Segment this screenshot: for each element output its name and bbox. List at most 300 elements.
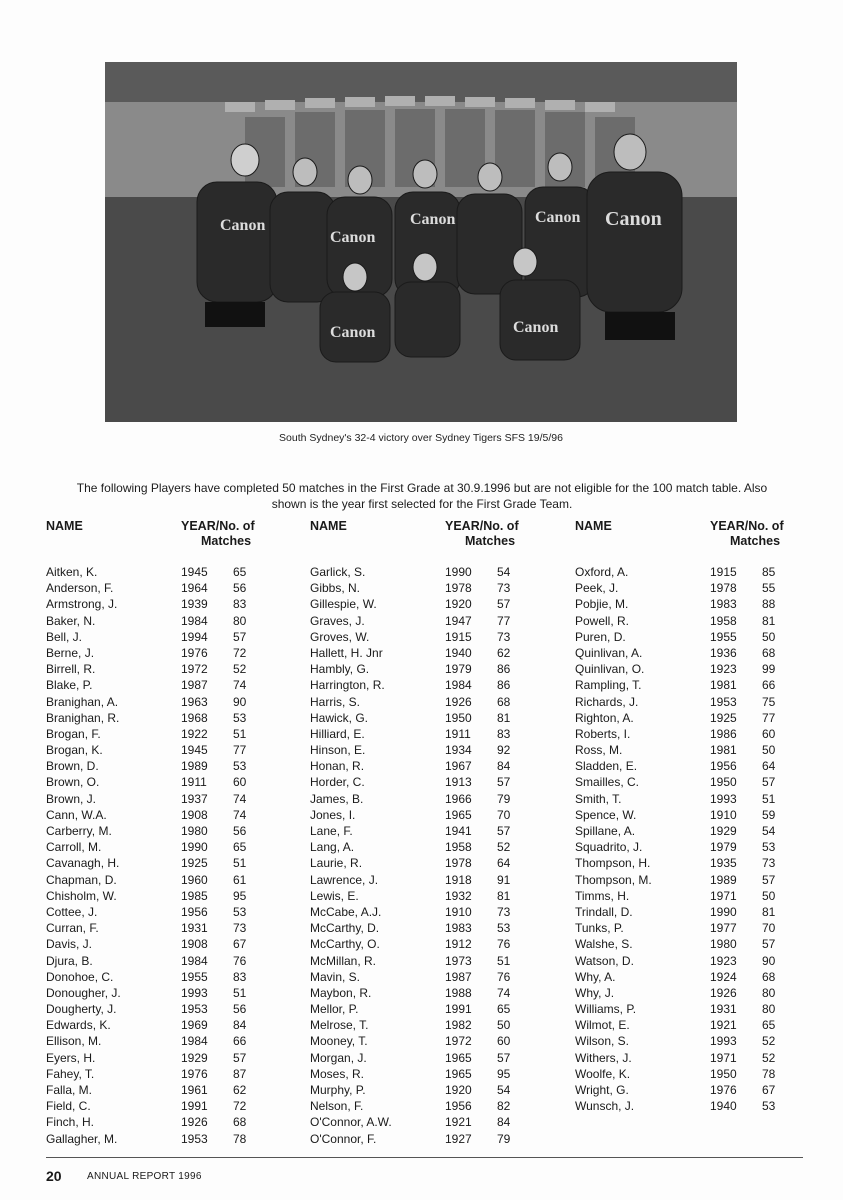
player-matches: 83 — [233, 969, 247, 984]
player-name: Mellor, P. — [310, 1002, 359, 1017]
player-matches: 65 — [233, 840, 247, 855]
player-year: 1955 — [181, 969, 208, 984]
table-row — [310, 710, 560, 726]
table-row — [46, 677, 296, 693]
player-name: Ross, M. — [575, 743, 623, 758]
player-year: 1968 — [181, 710, 208, 725]
player-name: Tunks, P. — [575, 921, 624, 936]
table-row — [575, 774, 825, 790]
table-row — [310, 791, 560, 807]
table-row — [575, 629, 825, 645]
player-name: Armstrong, J. — [46, 597, 118, 612]
player-name: Brogan, K. — [46, 743, 103, 758]
player-matches: 95 — [497, 1066, 511, 1081]
player-year: 1910 — [710, 807, 737, 822]
player-name: Field, C. — [46, 1099, 91, 1114]
player-matches: 50 — [762, 888, 776, 903]
player-name: Dougherty, J. — [46, 1002, 117, 1017]
players-column-1 — [46, 518, 296, 1146]
table-row — [310, 953, 560, 969]
player-matches: 77 — [233, 743, 247, 758]
player-name: Watson, D. — [575, 953, 634, 968]
player-matches: 68 — [233, 1115, 247, 1130]
player-matches: 99 — [762, 662, 776, 677]
player-matches: 82 — [497, 1099, 511, 1114]
table-row — [310, 1066, 560, 1082]
table-row — [575, 807, 825, 823]
player-year: 1983 — [445, 921, 472, 936]
player-name: Peek, J. — [575, 581, 619, 596]
player-year: 1976 — [710, 1083, 737, 1097]
player-year: 1980 — [710, 937, 737, 952]
table-row — [46, 694, 296, 710]
player-year: 1924 — [710, 969, 737, 984]
table-row — [310, 694, 560, 710]
player-matches: 57 — [762, 775, 776, 790]
player-year: 1994 — [181, 629, 208, 644]
player-matches: 52 — [497, 840, 511, 855]
table-row — [46, 1017, 296, 1033]
player-year: 1934 — [445, 743, 472, 758]
table-row — [46, 564, 296, 580]
player-year: 1956 — [710, 759, 737, 774]
player-matches: 86 — [497, 662, 511, 677]
player-matches: 91 — [497, 872, 511, 887]
player-year: 1911 — [181, 775, 207, 790]
player-year: 1969 — [181, 1018, 208, 1033]
player-matches: 51 — [233, 985, 247, 1000]
player-year: 1929 — [181, 1050, 208, 1065]
player-name: Cann, W.A. — [46, 807, 107, 822]
table-row — [46, 661, 296, 677]
player-year: 1926 — [181, 1115, 208, 1130]
player-name: Smailles, C. — [575, 775, 640, 790]
player-matches: 65 — [762, 1018, 776, 1033]
player-year: 1915 — [710, 565, 737, 579]
player-name: Thompson, H. — [575, 856, 651, 871]
player-year: 1956 — [445, 1099, 472, 1114]
player-matches: 50 — [762, 743, 776, 758]
player-matches: 90 — [233, 694, 247, 709]
table-row — [46, 985, 296, 1001]
player-matches: 53 — [762, 1099, 776, 1114]
footer-divider — [46, 1157, 803, 1158]
player-year: 1976 — [181, 1066, 208, 1081]
player-name: Birrell, R. — [46, 662, 96, 677]
player-matches: 57 — [497, 775, 511, 790]
table-row — [310, 629, 560, 645]
header-year: YEAR/No. of — [445, 519, 519, 533]
player-matches: 80 — [762, 1002, 776, 1017]
player-year: 1912 — [445, 937, 472, 952]
player-matches: 54 — [497, 565, 511, 579]
player-matches: 92 — [497, 743, 511, 758]
player-year: 1913 — [445, 775, 472, 790]
player-year: 1978 — [445, 856, 472, 871]
player-year: 1965 — [445, 807, 472, 822]
player-year: 1923 — [710, 662, 737, 677]
table-row — [310, 985, 560, 1001]
player-name: Hinson, E. — [310, 743, 366, 758]
player-year: 1950 — [710, 775, 737, 790]
player-matches: 88 — [762, 597, 776, 612]
player-name: Mooney, T. — [310, 1034, 368, 1049]
player-name: Smith, T. — [575, 791, 622, 806]
player-year: 1953 — [181, 1002, 208, 1017]
player-name: Why, J. — [575, 985, 615, 1000]
player-list — [310, 564, 560, 1147]
table-row — [46, 580, 296, 596]
player-name: Nelson, F. — [310, 1099, 364, 1114]
player-year: 1972 — [181, 662, 208, 677]
table-row — [575, 1066, 825, 1082]
player-year: 1973 — [445, 953, 472, 968]
player-name: McMillan, R. — [310, 953, 377, 968]
player-name: Donougher, J. — [46, 985, 121, 1000]
player-matches: 85 — [762, 565, 776, 579]
table-row — [310, 596, 560, 612]
player-matches: 73 — [762, 856, 776, 871]
player-name: Thompson, M. — [575, 872, 652, 887]
player-year: 1925 — [710, 710, 737, 725]
players-column-3 — [575, 518, 825, 1114]
player-year: 1990 — [710, 904, 737, 919]
player-name: Carroll, M. — [46, 840, 102, 855]
table-row — [575, 953, 825, 969]
table-row — [575, 1017, 825, 1033]
player-year: 1941 — [445, 824, 472, 838]
player-year: 1982 — [445, 1018, 472, 1033]
player-matches: 57 — [497, 1050, 511, 1065]
jersey-text: Canon — [513, 319, 559, 336]
player-matches: 53 — [233, 759, 247, 774]
player-matches: 74 — [233, 791, 247, 806]
table-row — [575, 920, 825, 936]
player-matches: 81 — [497, 888, 511, 903]
player-matches: 64 — [762, 759, 776, 774]
player-name: Gibbs, N. — [310, 581, 361, 596]
player-name: Graves, J. — [310, 613, 365, 628]
table-row — [575, 823, 825, 839]
player-name: O'Connor, F. — [310, 1131, 377, 1146]
player-matches: 60 — [233, 775, 247, 790]
table-row — [310, 580, 560, 596]
player-name: Melrose, T. — [310, 1018, 369, 1033]
player-name: Honan, R. — [310, 759, 365, 774]
player-matches: 72 — [233, 645, 247, 660]
player-name: Groves, W. — [310, 629, 370, 644]
table-row — [46, 1131, 296, 1147]
table-row — [575, 936, 825, 952]
table-row — [46, 872, 296, 888]
player-matches: 66 — [762, 678, 776, 693]
player-matches: 72 — [233, 1099, 247, 1114]
player-matches: 65 — [233, 565, 247, 579]
player-name: Trindall, D. — [575, 904, 633, 919]
column-header — [310, 518, 560, 558]
table-row — [46, 839, 296, 855]
player-name: Gillespie, W. — [310, 597, 377, 612]
player-year: 1953 — [181, 1131, 208, 1146]
page-number: 20 — [46, 1168, 62, 1184]
player-year: 1965 — [445, 1050, 472, 1065]
player-year: 1958 — [710, 613, 737, 628]
player-year: 1993 — [181, 985, 208, 1000]
table-row — [575, 855, 825, 871]
player-name: Wunsch, J. — [575, 1099, 635, 1114]
player-matches: 52 — [762, 1034, 776, 1049]
table-row — [310, 677, 560, 693]
table-row — [575, 904, 825, 920]
table-row — [46, 1114, 296, 1130]
player-name: Brown, D. — [46, 759, 99, 774]
player-matches: 64 — [497, 856, 511, 871]
player-name: Brown, J. — [46, 791, 97, 806]
player-matches: 51 — [497, 953, 511, 968]
player-name: Cavanagh, H. — [46, 856, 120, 871]
player-year: 1981 — [710, 743, 737, 758]
player-name: Wright, G. — [575, 1083, 629, 1097]
player-year: 1940 — [445, 645, 472, 660]
player-year: 1935 — [710, 856, 737, 871]
header-name: NAME — [575, 519, 612, 533]
table-row — [310, 645, 560, 661]
table-row — [575, 677, 825, 693]
player-matches: 52 — [233, 662, 247, 677]
table-row — [46, 1098, 296, 1114]
table-row — [310, 888, 560, 904]
player-matches: 67 — [233, 937, 247, 952]
table-row — [46, 920, 296, 936]
player-name: Sladden, E. — [575, 759, 638, 774]
player-name: Walshe, S. — [575, 937, 633, 952]
table-row — [310, 936, 560, 952]
player-matches: 62 — [497, 645, 511, 660]
player-matches: 79 — [497, 791, 511, 806]
jersey-text: Canon — [535, 209, 581, 226]
player-name: Carberry, M. — [46, 824, 112, 838]
player-name: Lang, A. — [310, 840, 355, 855]
player-matches: 73 — [497, 904, 511, 919]
player-year: 1979 — [710, 840, 737, 855]
player-name: McCabe, A.J. — [310, 904, 382, 919]
player-matches: 95 — [233, 888, 247, 903]
player-year: 1956 — [181, 904, 208, 919]
player-matches: 60 — [497, 1034, 511, 1049]
player-name: Donohoe, C. — [46, 969, 114, 984]
player-name: Why, A. — [575, 969, 616, 984]
header-matches: Matches — [201, 534, 252, 548]
player-matches: 54 — [497, 1083, 511, 1097]
player-matches: 60 — [762, 726, 776, 741]
table-row — [575, 726, 825, 742]
player-matches: 70 — [762, 921, 776, 936]
table-row — [310, 920, 560, 936]
table-row — [310, 969, 560, 985]
player-matches: 67 — [762, 1083, 776, 1097]
player-name: Aitken, K. — [46, 565, 98, 579]
player-matches: 54 — [762, 824, 776, 838]
team-photo — [105, 62, 737, 422]
player-year: 1936 — [710, 645, 737, 660]
player-matches: 53 — [762, 840, 776, 855]
table-row — [310, 774, 560, 790]
player-name: Oxford, A. — [575, 565, 629, 579]
player-matches: 53 — [497, 921, 511, 936]
table-row — [575, 645, 825, 661]
table-row — [575, 791, 825, 807]
player-year: 1983 — [710, 597, 737, 612]
player-name: Woolfe, K. — [575, 1066, 631, 1081]
table-row — [310, 564, 560, 580]
player-matches: 80 — [762, 985, 776, 1000]
player-year: 1984 — [181, 613, 208, 628]
player-name: Rampling, T. — [575, 678, 642, 693]
player-year: 1925 — [181, 856, 208, 871]
player-matches: 75 — [762, 694, 776, 709]
player-name: Harrington, R. — [310, 678, 385, 693]
table-row — [46, 758, 296, 774]
table-row — [575, 888, 825, 904]
player-name: Williams, P. — [575, 1002, 637, 1017]
intro-line: The following Players have completed 50 matches in the First Grade at 30.9.1996 but are not eligible for the 100 match table. Also — [76, 481, 768, 495]
player-name: Baker, N. — [46, 613, 96, 628]
player-name: Lewis, E. — [310, 888, 359, 903]
player-name: Spence, W. — [575, 807, 637, 822]
header-year: YEAR/No. of — [181, 519, 255, 533]
player-year: 1931 — [710, 1002, 737, 1017]
player-list — [575, 564, 825, 1114]
jersey-text: Canon — [330, 324, 376, 341]
player-name: Maybon, R. — [310, 985, 372, 1000]
table-row — [310, 855, 560, 871]
player-matches: 55 — [762, 581, 776, 596]
table-row — [46, 726, 296, 742]
player-year: 1931 — [181, 921, 208, 936]
table-row — [310, 1114, 560, 1130]
player-matches: 68 — [762, 969, 776, 984]
player-year: 1991 — [445, 1002, 472, 1017]
player-name: Anderson, F. — [46, 581, 114, 596]
player-year: 1991 — [181, 1099, 208, 1114]
player-matches: 74 — [497, 985, 511, 1000]
player-matches: 76 — [497, 937, 511, 952]
player-name: Fahey, T. — [46, 1066, 95, 1081]
table-row — [310, 1001, 560, 1017]
player-year: 1915 — [445, 629, 472, 644]
player-name: Horder, C. — [310, 775, 365, 790]
player-list — [46, 564, 296, 1147]
table-row — [310, 872, 560, 888]
player-name: Hallett, H. Jnr — [310, 645, 383, 660]
table-row — [46, 1033, 296, 1049]
player-name: Brogan, F. — [46, 726, 101, 741]
player-name: Quinlivan, A. — [575, 645, 643, 660]
table-row — [310, 807, 560, 823]
player-name: Hambly, G. — [310, 662, 370, 677]
player-name: Moses, R. — [310, 1066, 365, 1081]
player-matches: 73 — [497, 629, 511, 644]
table-row — [575, 1082, 825, 1098]
table-row — [46, 613, 296, 629]
player-year: 1908 — [181, 807, 208, 822]
player-year: 1920 — [445, 1083, 472, 1097]
player-year: 1927 — [445, 1131, 472, 1146]
player-name: Hawick, G. — [310, 710, 369, 725]
table-row — [46, 629, 296, 645]
player-name: Gallagher, M. — [46, 1131, 118, 1146]
player-year: 1910 — [445, 904, 472, 919]
player-matches: 50 — [497, 1018, 511, 1033]
player-year: 1972 — [445, 1034, 472, 1049]
player-year: 1987 — [445, 969, 472, 984]
player-name: Harris, S. — [310, 694, 361, 709]
player-name: Bell, J. — [46, 629, 83, 644]
player-matches: 80 — [233, 613, 247, 628]
players-column-2 — [310, 518, 560, 1146]
player-name: Cottee, J. — [46, 904, 98, 919]
player-matches: 62 — [233, 1083, 247, 1097]
player-name: Wilmot, E. — [575, 1018, 630, 1033]
player-year: 1979 — [445, 662, 472, 677]
player-matches: 79 — [497, 1131, 511, 1146]
player-matches: 78 — [233, 1131, 247, 1146]
player-name: Morgan, J. — [310, 1050, 367, 1065]
player-matches: 51 — [762, 791, 776, 806]
player-year: 1971 — [710, 888, 737, 903]
player-year: 1978 — [445, 581, 472, 596]
intro-paragraph — [46, 480, 798, 512]
player-name: Puren, D. — [575, 629, 626, 644]
photo-caption: South Sydney's 32-4 victory over Sydney Tigers SFS 19/5/96 — [279, 432, 563, 444]
player-name: Laurie, R. — [310, 856, 363, 871]
table-row — [46, 969, 296, 985]
player-name: Branighan, A. — [46, 694, 119, 709]
header-name: NAME — [310, 519, 347, 533]
player-matches: 50 — [762, 629, 776, 644]
player-matches: 73 — [233, 921, 247, 936]
player-year: 1978 — [710, 581, 737, 596]
table-row — [46, 645, 296, 661]
player-matches: 77 — [497, 613, 511, 628]
table-row — [46, 1001, 296, 1017]
player-matches: 73 — [497, 581, 511, 596]
player-name: Brown, O. — [46, 775, 100, 790]
table-row — [310, 1082, 560, 1098]
player-matches: 76 — [497, 969, 511, 984]
table-row — [46, 791, 296, 807]
player-name: Roberts, I. — [575, 726, 631, 741]
player-name: Davis, J. — [46, 937, 93, 952]
player-year: 1984 — [181, 1034, 208, 1049]
player-matches: 74 — [233, 678, 247, 693]
player-matches: 83 — [233, 597, 247, 612]
player-year: 1986 — [710, 726, 737, 741]
player-matches: 51 — [233, 726, 247, 741]
player-matches: 57 — [762, 937, 776, 952]
table-row — [46, 742, 296, 758]
table-row — [575, 694, 825, 710]
table-row — [310, 1098, 560, 1114]
player-matches: 81 — [497, 710, 511, 725]
player-year: 1993 — [710, 1034, 737, 1049]
player-name: Powell, R. — [575, 613, 630, 628]
player-name: O'Connor, A.W. — [310, 1115, 392, 1130]
player-name: Mavin, S. — [310, 969, 361, 984]
table-row — [46, 823, 296, 839]
table-row — [46, 710, 296, 726]
player-matches: 84 — [233, 1018, 247, 1033]
